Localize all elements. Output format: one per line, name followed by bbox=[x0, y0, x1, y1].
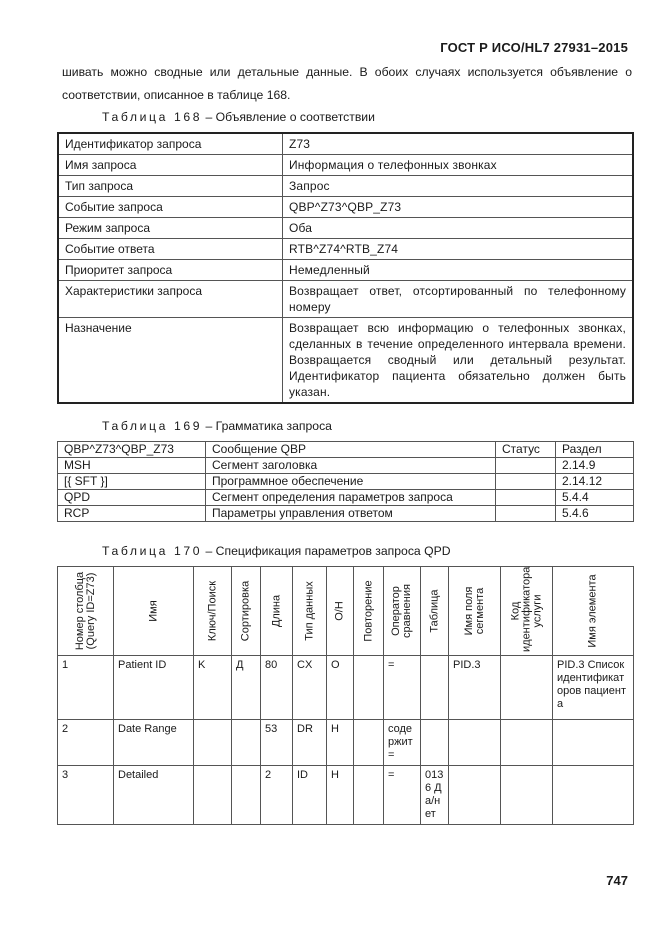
table169-caption bbox=[102, 419, 332, 433]
table-169 bbox=[57, 441, 634, 522]
table169-cell: [{ SFT }] bbox=[58, 474, 206, 490]
table170-header-cell bbox=[327, 567, 354, 656]
document-header: ГОСТ Р ИСО/HL7 27931–2015 bbox=[440, 40, 628, 55]
table170-header-cell bbox=[58, 567, 114, 656]
table170-cell: O bbox=[327, 656, 354, 720]
table170-cell bbox=[421, 656, 449, 720]
table170-cell: 1 bbox=[58, 656, 114, 720]
table170-cell: 0136 Да/нет bbox=[421, 766, 449, 825]
table168-value-cell: Запрос bbox=[283, 176, 634, 197]
table170-header-label: Код идентификатора услуги bbox=[509, 566, 543, 652]
table170-header-label: Тип данных bbox=[303, 581, 315, 641]
table-row bbox=[58, 720, 634, 766]
table170-header-cell bbox=[114, 567, 194, 656]
table170-cell bbox=[194, 766, 232, 825]
table168-label-cell: Имя запроса bbox=[58, 155, 283, 176]
table169-cell: Сегмент заголовка bbox=[206, 458, 496, 474]
table168-label-cell: Идентификатор запроса bbox=[58, 133, 283, 155]
table170-cell: DR bbox=[293, 720, 327, 766]
table170-header-cell bbox=[232, 567, 261, 656]
table170-header-cell bbox=[501, 567, 553, 656]
table170-caption bbox=[102, 544, 451, 558]
table170-cell: Patient ID bbox=[114, 656, 194, 720]
table168-value-cell: Z73 bbox=[283, 133, 634, 155]
table168-value-cell: Немедленный bbox=[283, 260, 634, 281]
table168-value-cell: Информация о телефонных звонках bbox=[283, 155, 634, 176]
table170-cell bbox=[194, 720, 232, 766]
table169-cell: Сегмент определения параметров запроса bbox=[206, 490, 496, 506]
table168-value-cell: QBP^Z73^QBP_Z73 bbox=[283, 197, 634, 218]
table169-cell: RCP bbox=[58, 506, 206, 522]
table168-value-cell: RTB^Z74^RTB_Z74 bbox=[283, 239, 634, 260]
table170-cell: 53 bbox=[261, 720, 293, 766]
table170-cell: ID bbox=[293, 766, 327, 825]
table170-header-cell bbox=[354, 567, 384, 656]
table169-caption-number: Таблица 169 bbox=[102, 419, 203, 433]
table-row bbox=[58, 656, 634, 720]
table168-body bbox=[58, 133, 633, 403]
table-row bbox=[58, 133, 633, 155]
table169-cell: 5.4.6 bbox=[556, 506, 634, 522]
table169-cell: Программное обеспечение bbox=[206, 474, 496, 490]
table170-cell: 80 bbox=[261, 656, 293, 720]
table170-header-cell bbox=[421, 567, 449, 656]
table-170 bbox=[57, 566, 634, 825]
table169-header-cell: Статус bbox=[496, 442, 556, 458]
table170-cell: = bbox=[384, 766, 421, 825]
table170-cell: PID.3 bbox=[449, 656, 501, 720]
table170-header-label: Таблица bbox=[428, 589, 440, 633]
table-row bbox=[58, 176, 633, 197]
table-row bbox=[58, 458, 634, 474]
table170-header-label: О/Н bbox=[333, 601, 346, 621]
table170-header-label: Сортировка bbox=[239, 580, 252, 642]
table170-header-cell bbox=[384, 567, 421, 656]
table170-header-label: Ключ/Поиск bbox=[206, 580, 218, 642]
table170-cell: H bbox=[327, 720, 354, 766]
table170-cell bbox=[421, 720, 449, 766]
table170-cell: = bbox=[384, 656, 421, 720]
table170-header-cell bbox=[261, 567, 293, 656]
table-row bbox=[58, 197, 633, 218]
table170-cell: 3 bbox=[58, 766, 114, 825]
table170-header-label: Оператор сравнения bbox=[390, 584, 413, 638]
table170-cell bbox=[232, 766, 261, 825]
table168-caption-number: Таблица 168 bbox=[102, 110, 203, 124]
table-row bbox=[58, 506, 634, 522]
table-row bbox=[58, 318, 633, 404]
table170-header-label: Длина bbox=[270, 594, 282, 628]
table170-header-label: Имя bbox=[147, 600, 159, 622]
table-row bbox=[58, 218, 633, 239]
table170-cell bbox=[553, 720, 634, 766]
table169-cell: QPD bbox=[58, 490, 206, 506]
table168-caption bbox=[102, 110, 375, 124]
table169-cell bbox=[496, 506, 556, 522]
table170-cell bbox=[354, 766, 384, 825]
table-row bbox=[58, 766, 634, 825]
table170-cell bbox=[501, 720, 553, 766]
table-168 bbox=[57, 132, 634, 404]
table170-cell bbox=[501, 656, 553, 720]
table170-cell: Д bbox=[232, 656, 261, 720]
table170-cell: содержит= bbox=[384, 720, 421, 766]
table170-cell: CX bbox=[293, 656, 327, 720]
table170-cell: 2 bbox=[58, 720, 114, 766]
table170-header-label: Имя элемента bbox=[586, 574, 599, 648]
table169-cell: MSH bbox=[58, 458, 206, 474]
table170-cell: H bbox=[327, 766, 354, 825]
table170-cell bbox=[232, 720, 261, 766]
table169-cell: 2.14.9 bbox=[556, 458, 634, 474]
table168-label-cell: Тип запроса bbox=[58, 176, 283, 197]
table168-value-cell: Возвращает всю информацию о телефонных звонках, сделанных в течение определенного интервала времени. Возвращается сводный или детальный результат. Идентификатор пациента обязательно должен быть указан. bbox=[283, 318, 634, 404]
table170-cell bbox=[449, 766, 501, 825]
table-row bbox=[58, 474, 634, 490]
table-row bbox=[58, 239, 633, 260]
table170-cell bbox=[553, 766, 634, 825]
table170-header-cell bbox=[194, 567, 232, 656]
table170-cell bbox=[501, 766, 553, 825]
table168-label-cell: Событие ответа bbox=[58, 239, 283, 260]
table169-header-cell: Сообщение QBP bbox=[206, 442, 496, 458]
table168-label-cell: Режим запроса bbox=[58, 218, 283, 239]
table170-header-cell bbox=[293, 567, 327, 656]
table170-header-cell bbox=[449, 567, 501, 656]
table170-header-row bbox=[58, 567, 634, 656]
table170-cell: PID.3 Список идентификаторов пациента bbox=[553, 656, 634, 720]
table169-cell: Параметры управления ответом bbox=[206, 506, 496, 522]
page-number: 747 bbox=[606, 873, 628, 888]
table168-label-cell: Событие запроса bbox=[58, 197, 283, 218]
table170-cell: 2 bbox=[261, 766, 293, 825]
table170-cell: K bbox=[194, 656, 232, 720]
table170-cell bbox=[354, 656, 384, 720]
table168-value-cell: Оба bbox=[283, 218, 634, 239]
table-row bbox=[58, 260, 633, 281]
table169-cell bbox=[496, 458, 556, 474]
table168-label-cell: Назначение bbox=[58, 318, 283, 404]
table170-header-cell bbox=[553, 567, 634, 656]
table170-cell bbox=[354, 720, 384, 766]
table168-value-cell: Возвращает ответ, отсортированный по телефонному номеру bbox=[283, 281, 634, 318]
table170-body bbox=[58, 656, 634, 825]
table169-header-row bbox=[58, 442, 634, 458]
table169-cell bbox=[496, 474, 556, 490]
table-row bbox=[58, 155, 633, 176]
table168-label-cell: Приоритет запроса bbox=[58, 260, 283, 281]
table169-header-cell: Раздел bbox=[556, 442, 634, 458]
table170-header-label: Имя поля сегмента bbox=[462, 586, 486, 636]
table170-header-label: Номер столбца (Query ID=Z73) bbox=[73, 571, 97, 651]
table169-cell: 5.4.4 bbox=[556, 490, 634, 506]
table170-caption-text: – Спецификация параметров запроса QPD bbox=[205, 544, 451, 558]
table-row bbox=[58, 281, 633, 318]
table-row bbox=[58, 490, 634, 506]
table169-header-cell: QBP^Z73^QBP_Z73 bbox=[58, 442, 206, 458]
table169-cell: 2.14.12 bbox=[556, 474, 634, 490]
table170-cell: Date Range bbox=[114, 720, 194, 766]
table168-label-cell: Характеристики запроса bbox=[58, 281, 283, 318]
table170-cell: Detailed bbox=[114, 766, 194, 825]
table170-header-label: Повторение bbox=[362, 580, 374, 642]
table170-cell bbox=[449, 720, 501, 766]
table169-caption-text: – Грамматика запроса bbox=[205, 419, 332, 433]
table168-caption-text: – Объявление о соответствии bbox=[205, 110, 375, 124]
table169-cell bbox=[496, 490, 556, 506]
intro-paragraph: шивать можно сводные или детальные данные. В обоих случаях используется объявление о соответствии, описанное в таблице 168. bbox=[62, 65, 632, 102]
table169-body bbox=[58, 442, 634, 522]
table170-caption-number: Таблица 170 bbox=[102, 544, 203, 558]
